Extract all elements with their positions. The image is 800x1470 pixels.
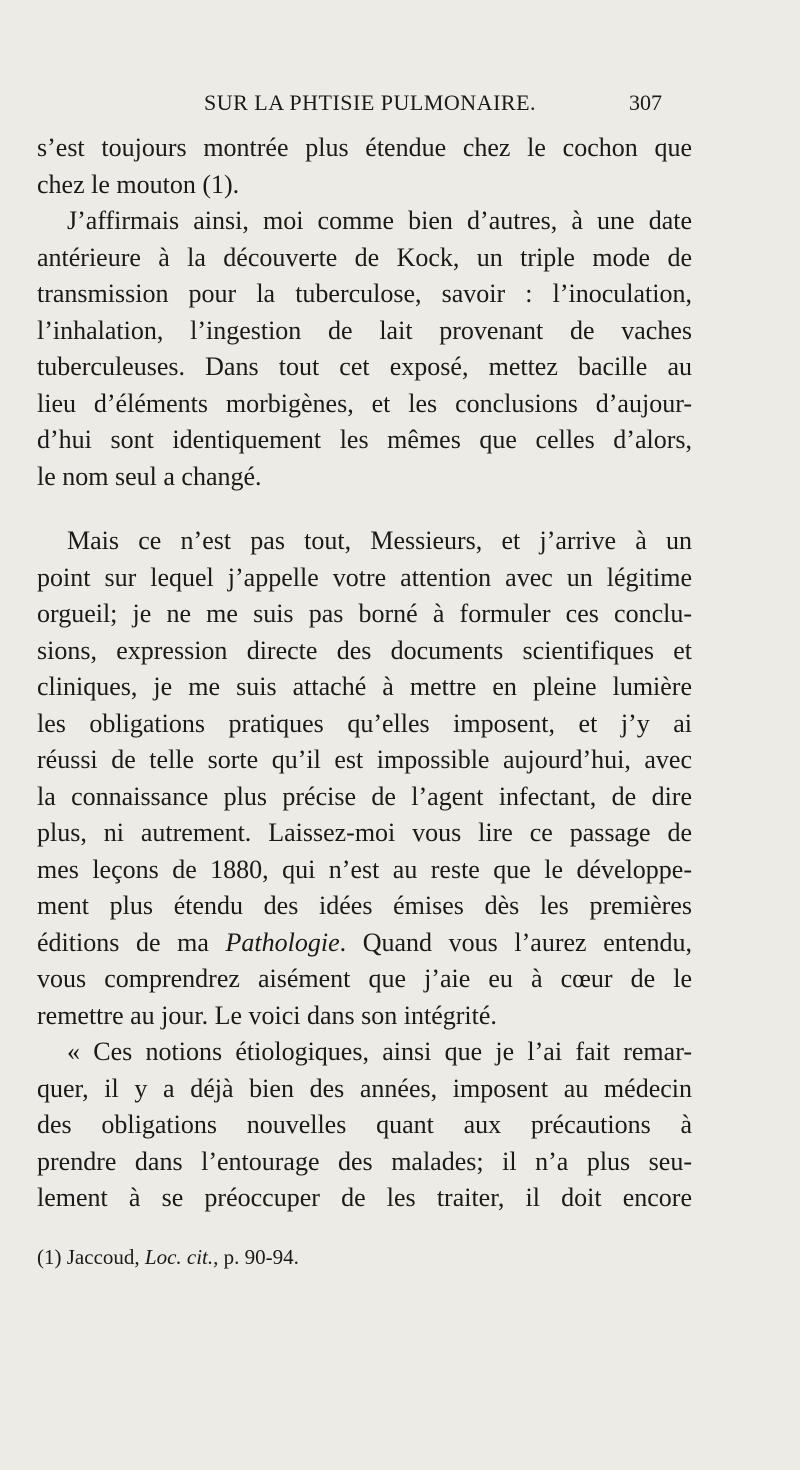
text-line: « Ces notions étiologiques, ainsi que je l’ai fait remar- <box>67 1037 692 1066</box>
text-line: remettre au jour. Le voici dans son intégrité. <box>37 1000 497 1030</box>
footnote <box>37 1245 299 1270</box>
text-line: tuberculeuses. Dans tout cet exposé, mettez bacille au <box>37 352 692 381</box>
text-line: les obligations pratiques qu’elles imposent, et j’y ai <box>37 708 692 738</box>
text-line: point sur lequel j’appelle votre attention avec un légitime <box>37 562 692 592</box>
text-line: réussi de telle sorte qu’il est impossible aujourd’hui, avec <box>37 745 692 774</box>
footnote-pages: p. 90-94. <box>223 1245 299 1269</box>
text-line: la connaissance plus précise de l’agent infectant, de dire <box>37 781 692 811</box>
text-line: d’hui sont identiquement les mêmes que celles d’alors, <box>37 425 692 454</box>
text-line: cliniques, je me suis attaché à mettre en pleine lumière <box>37 672 692 701</box>
text-line: transmission pour la tuberculose, savoir : l’inoculation, <box>37 279 692 308</box>
running-head: SUR LA PHTISIE PULMONAIRE. <box>204 90 537 115</box>
text-line: chez le mouton (1). <box>37 169 240 199</box>
text-line: lieu d’éléments morbigènes, et les conclusions d’aujour- <box>37 388 692 418</box>
footnote-author: Jaccoud, <box>66 1245 140 1269</box>
text-line: orgueil; je ne me suis pas borné à formuler ces conclu- <box>37 599 692 628</box>
text-line: lement à se préoccuper de les traiter, il doit encore <box>37 1183 692 1212</box>
paragraph-gap <box>37 495 692 523</box>
text-line: ment plus étendu des idées émises dès les premières <box>37 891 692 920</box>
text-line: plus, ni autrement. Laissez-moi vous lire ce passage de <box>37 818 692 847</box>
text-line: J’affirmais ainsi, moi comme bien d’autres, à une date <box>67 206 692 235</box>
text-line: Mais ce n’est pas tout, Messieurs, et j’arrive à un <box>67 526 692 555</box>
text-line: vous comprendrez aisément que j’aie eu à cœur de le <box>37 964 692 993</box>
text-line: sions, expression directe des documents scientifiques et <box>37 635 692 665</box>
page-number: 307 <box>629 90 662 115</box>
text-line: le nom seul a changé. <box>37 461 262 491</box>
italic-title: Pathologie <box>225 927 340 957</box>
body-text <box>37 130 692 1217</box>
text-line: éditions de ma Pathologie. Quand vous l’aurez entendu, <box>37 927 692 957</box>
text-line: s’est toujours montrée plus étendue chez le cochon que <box>37 133 692 162</box>
text-line: quer, il y a déjà bien des années, imposent au médecin <box>37 1073 692 1103</box>
text-line: l’inhalation, l’ingestion de lait provenant de vaches <box>37 315 692 345</box>
text-line: des obligations nouvelles quant aux précautions à <box>37 1110 692 1139</box>
text-line: antérieure à la découverte de Kock, un triple mode de <box>37 242 692 272</box>
footnote-marker: (1) <box>37 1245 62 1269</box>
page-header <box>0 90 800 120</box>
text-line: mes leçons de 1880, qui n’est au reste que le développe- <box>37 854 692 884</box>
footnote-reference: Loc. cit., <box>144 1245 219 1269</box>
text-line: prendre dans l’entourage des malades; il n’a plus seu- <box>37 1146 692 1176</box>
